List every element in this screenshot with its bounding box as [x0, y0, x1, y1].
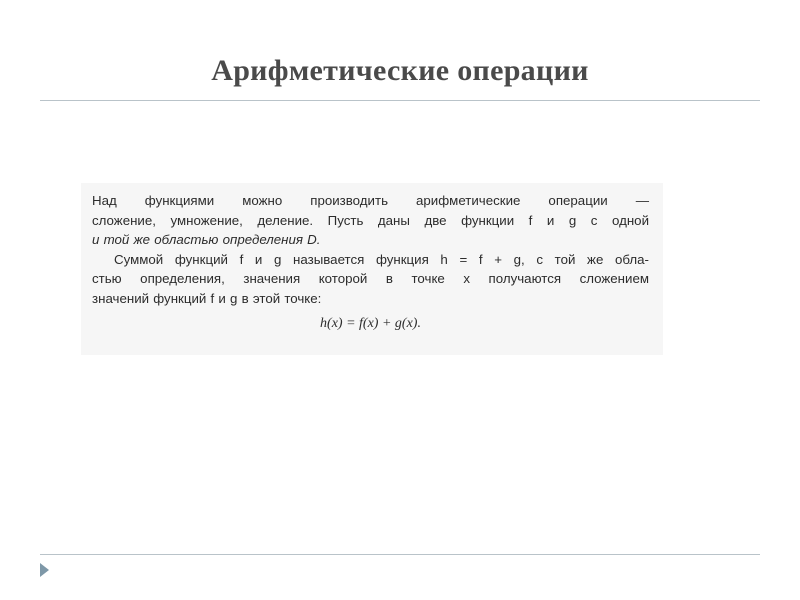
- title-divider: [40, 100, 760, 101]
- text-line-5: стью определения, значения которой в точке x получаются сложением: [92, 271, 649, 286]
- sum-formula: h(x) = f(x) + g(x).: [320, 316, 421, 331]
- text-line-3: и той же областью определения D.: [92, 232, 321, 247]
- text-line-1: Над функциями можно производить арифметические операции —: [92, 193, 649, 208]
- text-line-6: значений функций f и g в этой точке:: [92, 290, 322, 306]
- text-line-4: Суммой функций f и g называется функция h = f + g, с той же обла-: [114, 251, 649, 267]
- scanned-text-image: [81, 183, 663, 355]
- triangle-right-icon[interactable]: [40, 563, 49, 577]
- footer-divider: [40, 554, 760, 555]
- slide-title: Арифметические операции: [211, 54, 589, 87]
- text-line-2: сложение, умножение, деление. Пусть даны две функции f и g с одной: [92, 212, 649, 228]
